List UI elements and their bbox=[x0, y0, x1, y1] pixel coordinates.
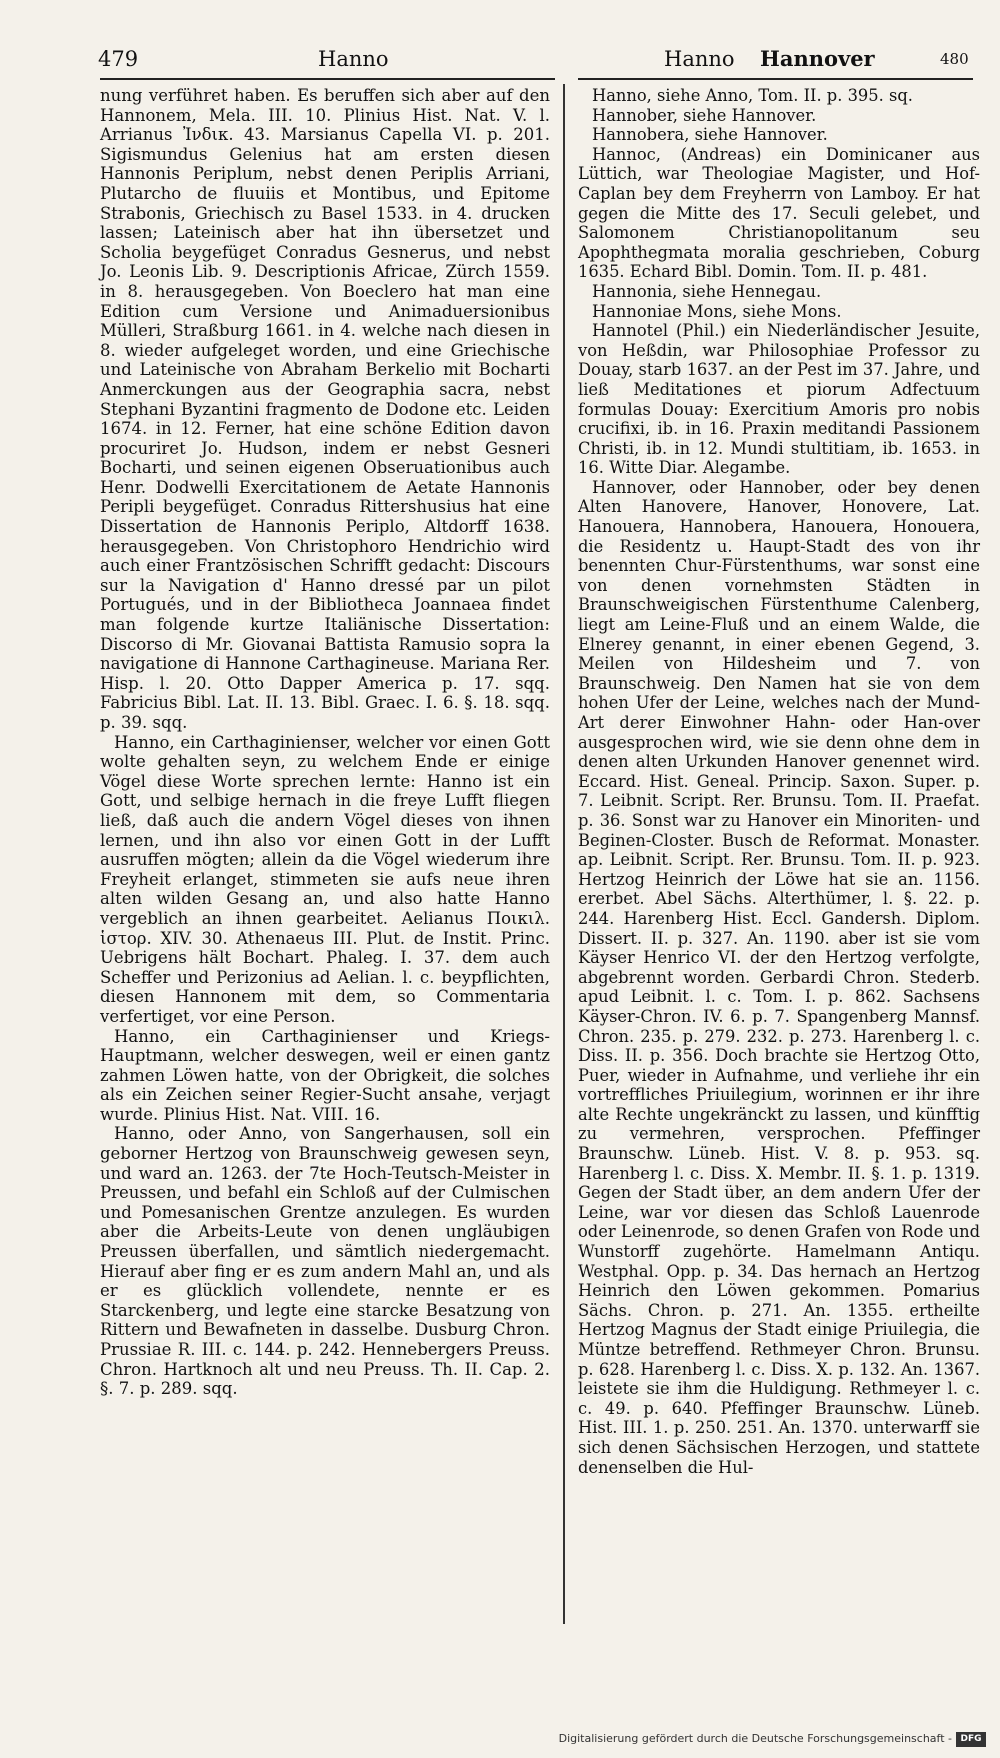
entry-paragraph: Hanno, siehe Anno, Tom. II. p. 395. sq. bbox=[592, 86, 913, 105]
entry-paragraph: Hannober, siehe Hannover. bbox=[592, 105, 817, 125]
entry-paragraph: Hannonia, siehe Hennegau. bbox=[592, 281, 822, 301]
running-title-right-2: Hannover bbox=[760, 46, 875, 71]
right-column bbox=[578, 86, 980, 1477]
entry-paragraph: Hannoniae Mons, siehe Mons. bbox=[592, 301, 842, 321]
page-number-left: 479 bbox=[98, 47, 139, 71]
left-column bbox=[100, 86, 550, 1399]
running-title-left: Hanno bbox=[318, 47, 389, 71]
header-rule-left bbox=[100, 78, 555, 80]
column-divider bbox=[563, 84, 565, 1624]
entry-paragraph: Hannover, oder Hannober, oder bey denen Alten Hanovere, Hanover, Honovere, Lat. Hanouera, Hannobera, Hanouera, Honouera, die Residentz u. Haupt-Stadt des von ihr benennten Chur-Fürstenthums, war sonst eine von denen vornehmsten Städten in Braunschweigischen Fürstenthume Calenberg, liegt am Leine-Fluß und an einem Walde, die Elnerey genannt, in einer ebenen Gegend, 3. Meilen von Hildesheim und 7. von Braunschweig. Den Namen hat sie von dem hohen Ufer der Leine, welches nach der Mund-Art derer Einwohner Hahn- oder Han-over ausgesprochen wird, wie sie denn ohne dem in denen alten Urkunden Hanover genennet wird. Eccard. Hist. Geneal. Princip. Saxon. Super. p. 7. Leibnit. Script. Rer. Brunsu. Tom. II. Praefat. p. 36. Sonst war zu Hanover ein Minoriten- und Beginen-Closter. Busch de Reformat. Monaster. ap. Leibnit. Script. Rer. Brunsu. Tom. II. p. 923. Hertzog Heinrich der Löwe hat sie an. 1156. ererbet. Abel Sächs. Alterthümer, l. §. 22. p. 244. Harenberg Hist. Eccl. Gandersh. Diplom. Dissert. II. p. 327. An. 1190. aber ist sie vom Käyser Henrico VI. der den Hertzog verfolgte, abgebrennt worden. Gerbardi Chron. Stederb. apud Leibnit. l. c. Tom. I. p. 862. Sachsens Käyser-Chron. IV. 6. p. 7. Spangenberg Mannsf. Chron. 235. p. 279. 232. p. 273. Harenberg l. c. Diss. II. p. 356. Doch brachte sie Hertzog Otto, Puer, wieder in Aufnahme, und verliehe ihr ein vortreffliches Priuilegium, worinnen er ihr ihre alte Rechte ungekränckt zu lassen, und künfftig zu vermehren, versprochen. Pfeffinger Braunschw. Lüneb. Hist. V. 8. p. 953. sq. Harenberg l. c. Diss. X. Membr. II. §. 1. p. 1319. Gegen der Stadt über, an dem andern Ufer der Leine, war vor diesen das Schloß Lauenrode oder Leinenrode, so denen Grafen von Rode und Wunstorff zugehörte. Hamelmann Antiqu. Westphal. Opp. p. 34. Das hernach an Hertzog Heinrich den Löwen gekommen. Pomarius Sächs. Chron. p. 271. An. 1355. ertheilte Hertzog Magnus der Stadt einige Priuilegia, die Müntze betreffend. Rethmeyer Chron. Brunsu. p. 628. Harenberg l. c. Diss. X. p. 132. An. 1367. leistete sie ihm die Huldigung. Rethmeyer l. c. c. 49. p. 640. Pfeffinger Braunschw. Lüneb. Hist. III. 1. p. 250. 251. An. 1370. unterwarff sie sich denen Sächsischen Herzogen, und stattete denenselben die Hul- bbox=[578, 477, 980, 1477]
entry-paragraph: Hannoc, (Andreas) ein Dominicaner aus Lüttich, war Theologiae Magister, und Hof-Caplan bey dem Freyherrn von Lamboy. Er hat gegen die Mitte des 17. Seculi gelebet, und Salomonem Christianopolitanum seu Apophthegmata moralia geschrieben, Coburg 1635. Echard Bibl. Domin. Tom. II. p. 481. bbox=[578, 144, 980, 282]
page-footer bbox=[0, 1729, 1000, 1751]
funding-notice: Digitalisierung gefördert durch die Deutsche Forschungsgemeinschaft - bbox=[558, 1732, 952, 1745]
entry-paragraph: Hanno, ein Carthaginienser, welcher vor einen Gott wolte gehalten seyn, zu welchem Ende er einige Vögel diese Worte sprechen lernte: Hanno ist ein Gott, und selbige hernach in die freye Lufft fliegen ließ, daß auch die andern Vögel dieses von ihnen lernen, und ihn also vor einen Gott in der Lufft ausruffen mögten; allein da die Vögel wiederum ihre Freyheit erlanget, stimmeten sie aufs neue ihren alten wilden Gesang an, und also hatte Hanno vergeblich an ihnen gearbeitet. Aelianus Ποικιλ. ἱστορ. XIV. 30. Athenaeus III. Plut. de Instit. Princ. Uebrigens hält Bochart. Phaleg. I. 37. dem auch Scheffer und Perizonius ad Aelian. l. c. beypflichten, diesen Hannonem mit dem, so Commentaria verfertiget, vor eine Person. bbox=[100, 732, 550, 1026]
header-rule-right bbox=[578, 78, 973, 80]
dfg-logo: DFG bbox=[956, 1732, 986, 1747]
running-title-right: Hanno bbox=[664, 47, 735, 71]
entry-paragraph: Hanno, oder Anno, von Sangerhausen, soll ein geborner Hertzog von Braunschweig gewesen seyn, und ward an. 1263. der 7te Hoch-Teutsch-Meister in Preussen, und befahl ein Schloß auf der Culmischen und Pomesanischen Grentze anzulegen. Es wurden aber die Arbeits-Leute von denen ungläubigen Preussen überfallen, und sämtlich niedergemacht. Hierauf aber fing er es zum andern Mahl an, und als er es glücklich vollendete, nennte er es Starckenberg, und legte eine starcke Besatzung von Rittern und Bewafneten in dasselbe. Dusburg Chron. Prussiae R. III. c. 144. p. 242. Hennebergers Preuss. Chron. Hartknoch alt und neu Preuss. Th. II. Cap. 2. §. 7. p. 289. sqq. bbox=[100, 1124, 550, 1399]
entry-paragraph: Hanno, ein Carthaginienser und Kriegs-Hauptmann, welcher deswegen, weil er einen gantz zahmen Löwen hatte, von der Obrigkeit, die solches als ein Zeichen seiner Regier-Sucht ansahe, verjagt wurde. Plinius Hist. Nat. VIII. 16. bbox=[100, 1026, 550, 1124]
entry-paragraph: Hannobera, siehe Hannover. bbox=[592, 125, 828, 145]
entry-paragraph: nung verführet haben. Es beruffen sich aber auf den Hannonem, Mela. III. 10. Plinius Hist. Nat. V. l. Arrianus Ἰνδικ. 43. Marsianus Capella VI. p. 201. Sigismundus Gelenius hat am ersten diesen Hannonis Periplum, nebst denen Periplis Arriani, Plutarcho de fluuiis et Montibus, und Epitome Strabonis, Griechisch zu Basel 1533. in 4. drucken lassen; Lateinisch aber hat ihn übersetzet und Scholia beygefüget Conradus Gesnerus, und nebst Jo. Leonis Lib. 9. Descriptionis Africae, Zürch 1559. in 8. herausgegeben. Von Boeclero hat man eine Edition cum Versione und Animaduersionibus Mülleri, Straßburg 1661. in 4. welche nach diesen in 8. wieder aufgeleget worden, und eine Griechische und Lateinische von Abraham Berkelio mit Bocharti Anmerckungen aus der Geographia sacra, nebst Stephani Byzantini fragmento de Dodone etc. Leiden 1674. in 12. Ferner, hat eine schöne Edition davon procuriret Jo. Hudson, indem er nebst Gesneri Bocharti, und seinen eigenen Obseruationibus auch Henr. Dodwelli Exercitationem de Aetate Hannonis Peripli beygefüget. Conradus Rittershusius hat eine Dissertation de Hannonis Periplo, Altdorff 1638. herausgegeben. Von Christophoro Hendrichio wird auch einer Frantzösischen Schrifft gedacht: Discours sur la Navigation d' Hanno dressé par un pilot Portugués, und in der Bibliotheca Joannaea findet man folgende kurtze Italiänische Dissertation: Discorso di Mr. Giovanai Battista Ramusio sopra la navigatione di Hannone Carthagineuse. Mariana Rer. Hisp. l. 20. Otto Dapper America p. 17. sqq. Fabricius Bibl. Lat. II. 13. Bibl. Graec. I. 6. §. 18. sqq. p. 39. sqq. bbox=[100, 86, 550, 732]
page-number-right: 480 bbox=[940, 50, 969, 68]
entry-paragraph: Hannotel (Phil.) ein Niederländischer Jesuite, von Heßdin, war Philosophiae Professor zu Douay, starb 1637. an der Pest im 37. Jahre, und ließ Meditationes et piorum Adfectuum formulas Douay: Exercitium Amoris pro nobis crucifixi, ib. in 16. Praxin meditandi Passionem Christi, ib. in 12. Mundi stultitiam, ib. 1653. in 16. Witte Diar. Alegambe. bbox=[578, 321, 980, 478]
